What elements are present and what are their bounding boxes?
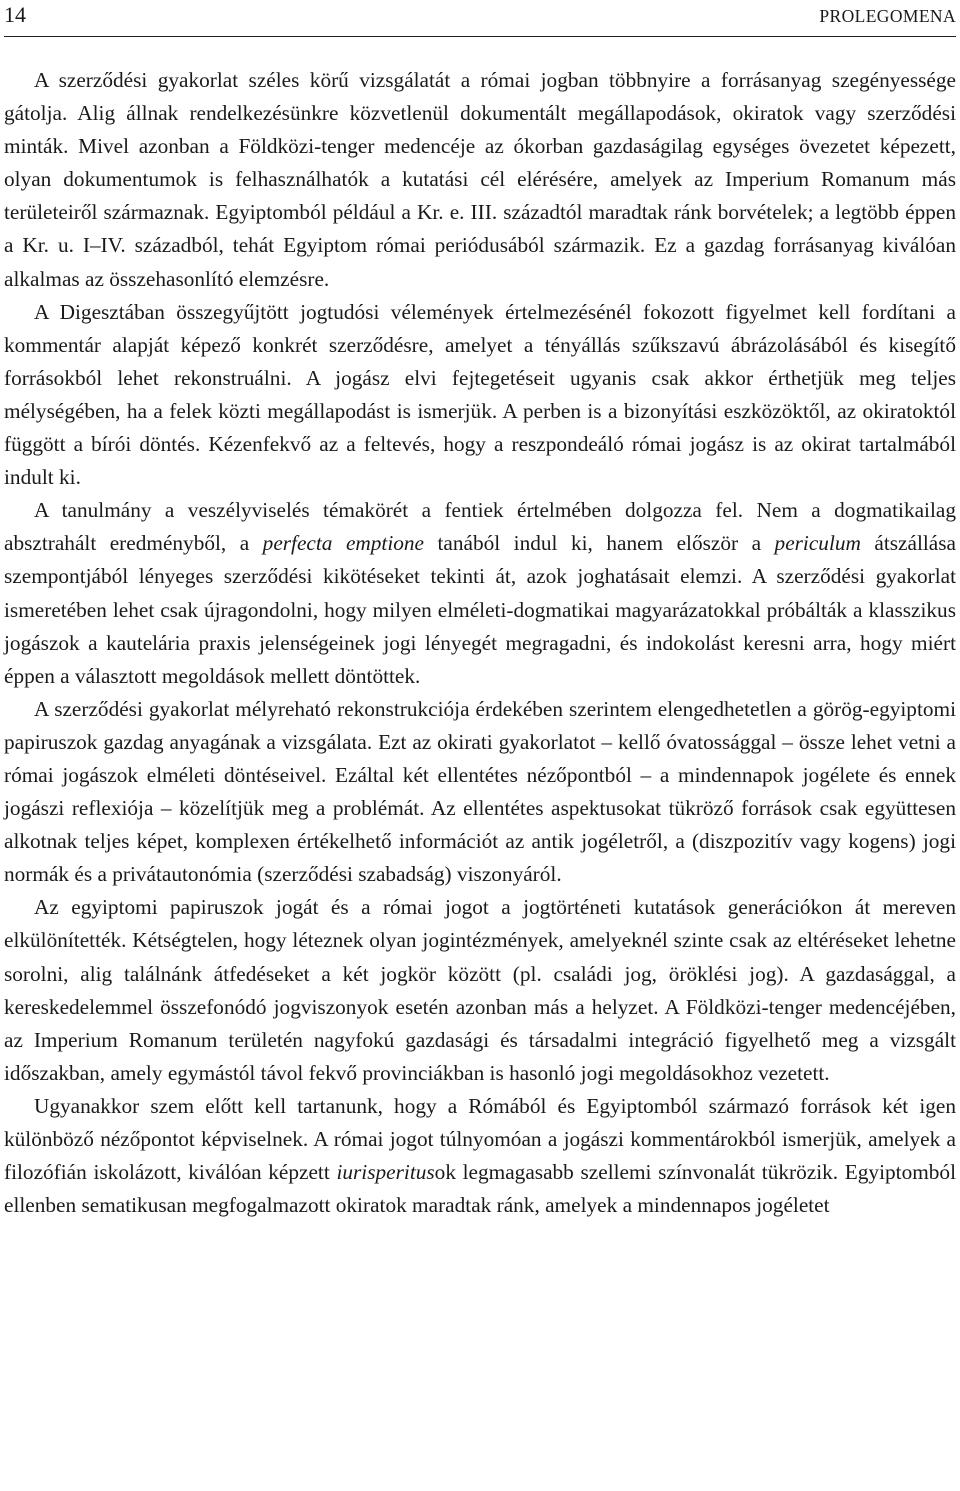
- paragraph-3: [4, 494, 956, 693]
- paragraph-text: A szerződési gyakorlat széles körű vizsgálatát a római jogban többnyire a forrásanyag szegényessége gátolja. Alig állnak rendelkezésünkre közvetlenül dokumentált megállapodások, okiratok vagy szerződési minták. Mivel azonban a Földközi-tenger medencéje az ókorban gazdaságilag egységes övezetet képezett, olyan dokumentumok is felhasználhatók a kutatási cél elérésére, amelyek az Imperium Romanum más területeiről származnak. Egyiptomból például a Kr. e. III. századtól maradtak ránk borvételek; a legtöbb éppen a Kr. u. I–IV. századból, tehát Egyiptom római periódusából származik. Ez a gazdag forrásanyag kiválóan alkalmas az összehasonlító elemzésre.: [4, 68, 956, 291]
- page-header: [4, 0, 956, 37]
- paragraph-5: [4, 891, 956, 1090]
- paragraph-text: Ugyanakkor szem előtt kell tartanunk, hogy a Rómából és Egyiptomból származó források két igen különböző nézőpontot képviselnek. A római jogot túlnyomóan a jogászi kommentárokból ismerjük, amelyek a filozófián iskolázott, kiválóan képzett: [4, 1093, 956, 1185]
- paragraph-text: A tanulmány a veszélyviselés témakörét a fentiek értelmében dolgozza fel. Nem a dogmatikailag absztrahált eredményből, a: [4, 498, 956, 556]
- paragraph-text: Az egyiptomi papiruszok jogát és a római jogot a jogtörténeti kutatások generációkon át mereven elkülönítették. Kétségtelen, hogy léteznek olyan jogintézmények, amelyeknél szinte csak az eltéréseket lehetne sorolni, alig találnánk átfedéseket a két jogkör között (pl. családi jog, öröklési jog). A gazdasággal, a kereskedelemmel összefonódó jogviszonyok esetén azonban más a helyzet. A Földközi-tenger medencéjében, az Imperium Romanum területén nagyfokú gazdasági és társadalmi integráció figyelhető meg a vizsgált időszakban, amely egymástól távol fekvő provinciákban is hasonló jogi megoldásokhoz vezetett.: [4, 895, 956, 1085]
- paragraph-4: [4, 693, 956, 892]
- running-head: PROLEGOMENA: [819, 6, 956, 26]
- body-text: [4, 64, 956, 1222]
- paragraph-6: [4, 1090, 956, 1222]
- paragraph-text: tanából indul ki, hanem először a: [424, 531, 775, 556]
- latin-term: periculum: [774, 531, 861, 556]
- latin-term: iurisperitus: [336, 1160, 435, 1185]
- paragraph-text: A szerződési gyakorlat mélyreható rekonstrukciója érdekében szerintem elengedhetetlen a görög-egyiptomi papiruszok gazdag anyagának a vizsgálata. Ezt az okirati gyakorlatot – kellő óvatossággal – össze lehet vetni a római jogászok elméleti döntéseivel. Ezáltal két ellentétes nézőpontból – a mindennapok jogélete és ennek jogászi reflexiója – közelítjük meg a problémát. Az ellentétes aspektusokat tükröző források csak együttesen alkotnak teljes képet, komplexen értékelhető információt az antik jogéletről, a (diszpozitív vagy kogens) jogi normák és a privátautonómia (szerződési szabadság) viszonyáról.: [4, 696, 956, 887]
- paragraph-2: [4, 296, 956, 495]
- page-number: 14: [4, 2, 26, 27]
- paragraph-text: A Digesztában összegyűjtött jogtudósi vélemények értelmezésénél fokozott figyelmet kell fordítani a kommentár alapját képező konkrét szerződésre, amelyet a tényállás szűkszavú ábrázolásából és kisegítő forrásokból lehet rekonstruálni. A jogász elvi fejtegetéseit ugyanis csak akkor érthetjük meg teljes mélységében, ha a felek közti megállapodást is ismerjük. A perben is a bizonyítási eszközöktől, az okiratoktól függött a bírói döntés. Kézenfekvő az a feltevés, hogy a reszpondeáló római jogász is az okirat tartalmából indult ki.: [4, 299, 956, 490]
- paragraph-text: ok legmagasabb szellemi színvonalát tükrözik. Egyiptomból ellenben sematikusan megfogalmazott okiratok maradtak ránk, amelyek a mindennapos jogéletet: [4, 1160, 956, 1218]
- paragraph-text: átszállása szempontjából lényeges szerződési kikötéseket tekinti át, azok joghatásait elemzi. A szerződési gyakorlat ismeretében lehet csak újragondolni, hogy milyen elméleti-dogmatikai magyarázatokkal próbálták a klasszikus jogászok a kautelária praxis jelenségeinek jogi lényegét megragadni, és indokolást keresni arra, hogy miért éppen a választott megoldások mellett döntöttek.: [4, 531, 956, 688]
- paragraph-1: [4, 64, 956, 296]
- latin-term: perfecta emptione: [262, 531, 425, 556]
